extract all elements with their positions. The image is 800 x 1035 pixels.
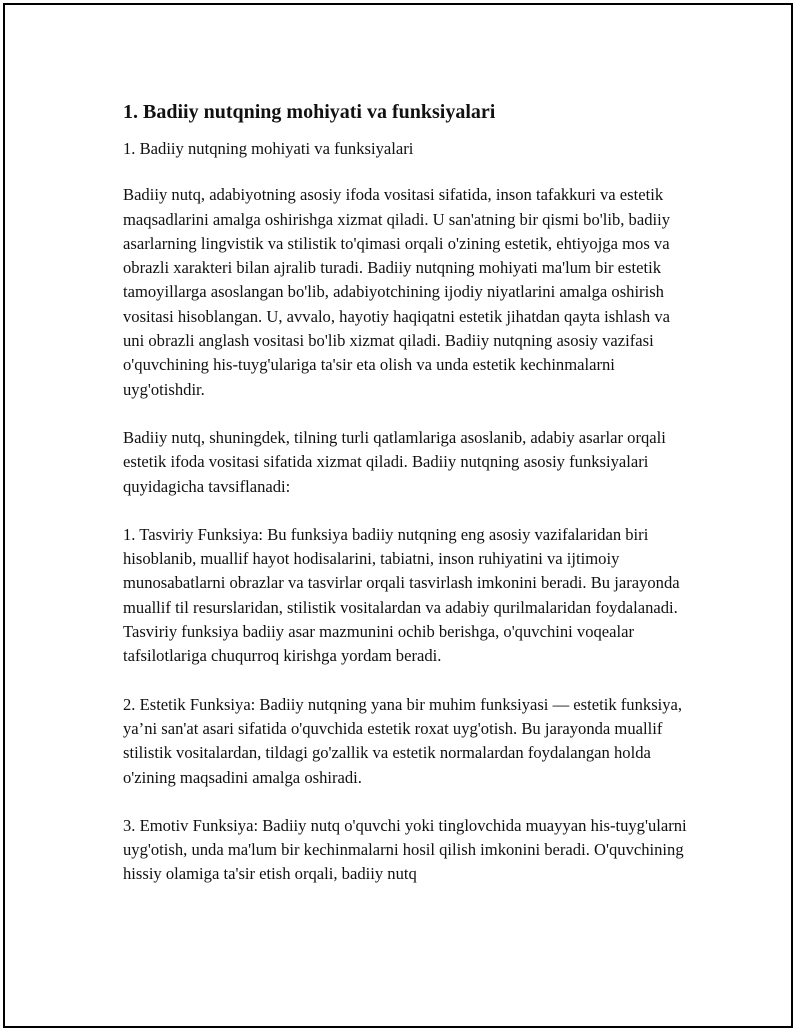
document-body	[123, 99, 687, 911]
document-title: 1. Badiiy nutqning mohiyati va funksiyalari	[123, 101, 496, 123]
paragraph-emotive-function: 3. Emotiv Funksiya: Badiiy nutq o'quvchi yoki tinglovchida muayyan his-tuyg'ularni uyg'otish, unda ma'lum bir kechinmalarni hosil qilish imkonini beradi. O'quvchining hissiy olamiga ta'sir etish orqali, badiiy nutq	[123, 815, 687, 884]
document-page	[3, 3, 793, 1028]
paragraph-descriptive-function: 1. Tasviriy Funksiya: Bu funksiya badiiy nutqning eng asosiy vazifalaridan biri hisoblanib, muallif hayot hodisalarini, tabiatni, inson ruhiyatini va ijtimoiy munosabatlarni obrazlar va tasvirlar orqali tasvirlash imkonini beradi. Bu jarayonda muallif til resurslaridan, stilistik vositalardan va adabiy qurilmalaridan foydalanadi. Tasviriy funksiya badiiy asar mazmunini ochib berishga, o'quvchini voqealar tafsilotlariga chuqurroq kirishga yordam beradi.	[123, 524, 680, 666]
paragraph-aesthetic-function: 2. Estetik Funksiya: Badiiy nutqning yana bir muhim funksiyasi — estetik funksiya, ya’ni san'at asari sifatida o'quvchida estetik roxat uyg'otish. Bu jarayonda muallif stilistik vositalardan, tildagi go'zallik va estetik normalardan foydalangan holda o'zining maqsadini amalga oshiradi.	[123, 694, 683, 787]
paragraph-functions-overview: Badiiy nutq, shuningdek, tilning turli qatlamlariga asoslanib, adabiy asarlar orqali estetik ifoda vositasi sifatida xizmat qiladi. Badiiy nutqning asosiy funksiyalari quyidagicha tavsiflanadi:	[123, 427, 666, 496]
paragraph-intro: Badiiy nutq, adabiyotning asosiy ifoda vositasi sifatida, inson tafakkuri va estetik maqsadlarini amalga oshirishga xizmat qiladi. U san'atning bir qismi bo'lib, badiiy asarlarning lingvistik va stilistik to'qimasi orqali o'zining estetik, ehtiyojga mos va obrazli xarakteri bilan ajralib turadi. Badiiy nutqning mohiyati ma'lum bir estetik tamoyillarga asoslangan bo'lib, adabiyotchining ijodiy niyatlarini amalga oshirish vositasi hisoblangan. U, avvalo, hayotiy haqiqatni estetik jihatdan qayta ishlash va uni obrazli anglash vositasi bo'lib xizmat qiladi. Badiiy nutqning asosiy vazifasi o'quvchining his-tuyg'ulariga ta'sir eta olish va unda estetik kechinmalarni uyg'otishdir.	[123, 185, 671, 399]
section-subtitle: 1. Badiiy nutqning mohiyati va funksiyalari	[123, 139, 414, 158]
